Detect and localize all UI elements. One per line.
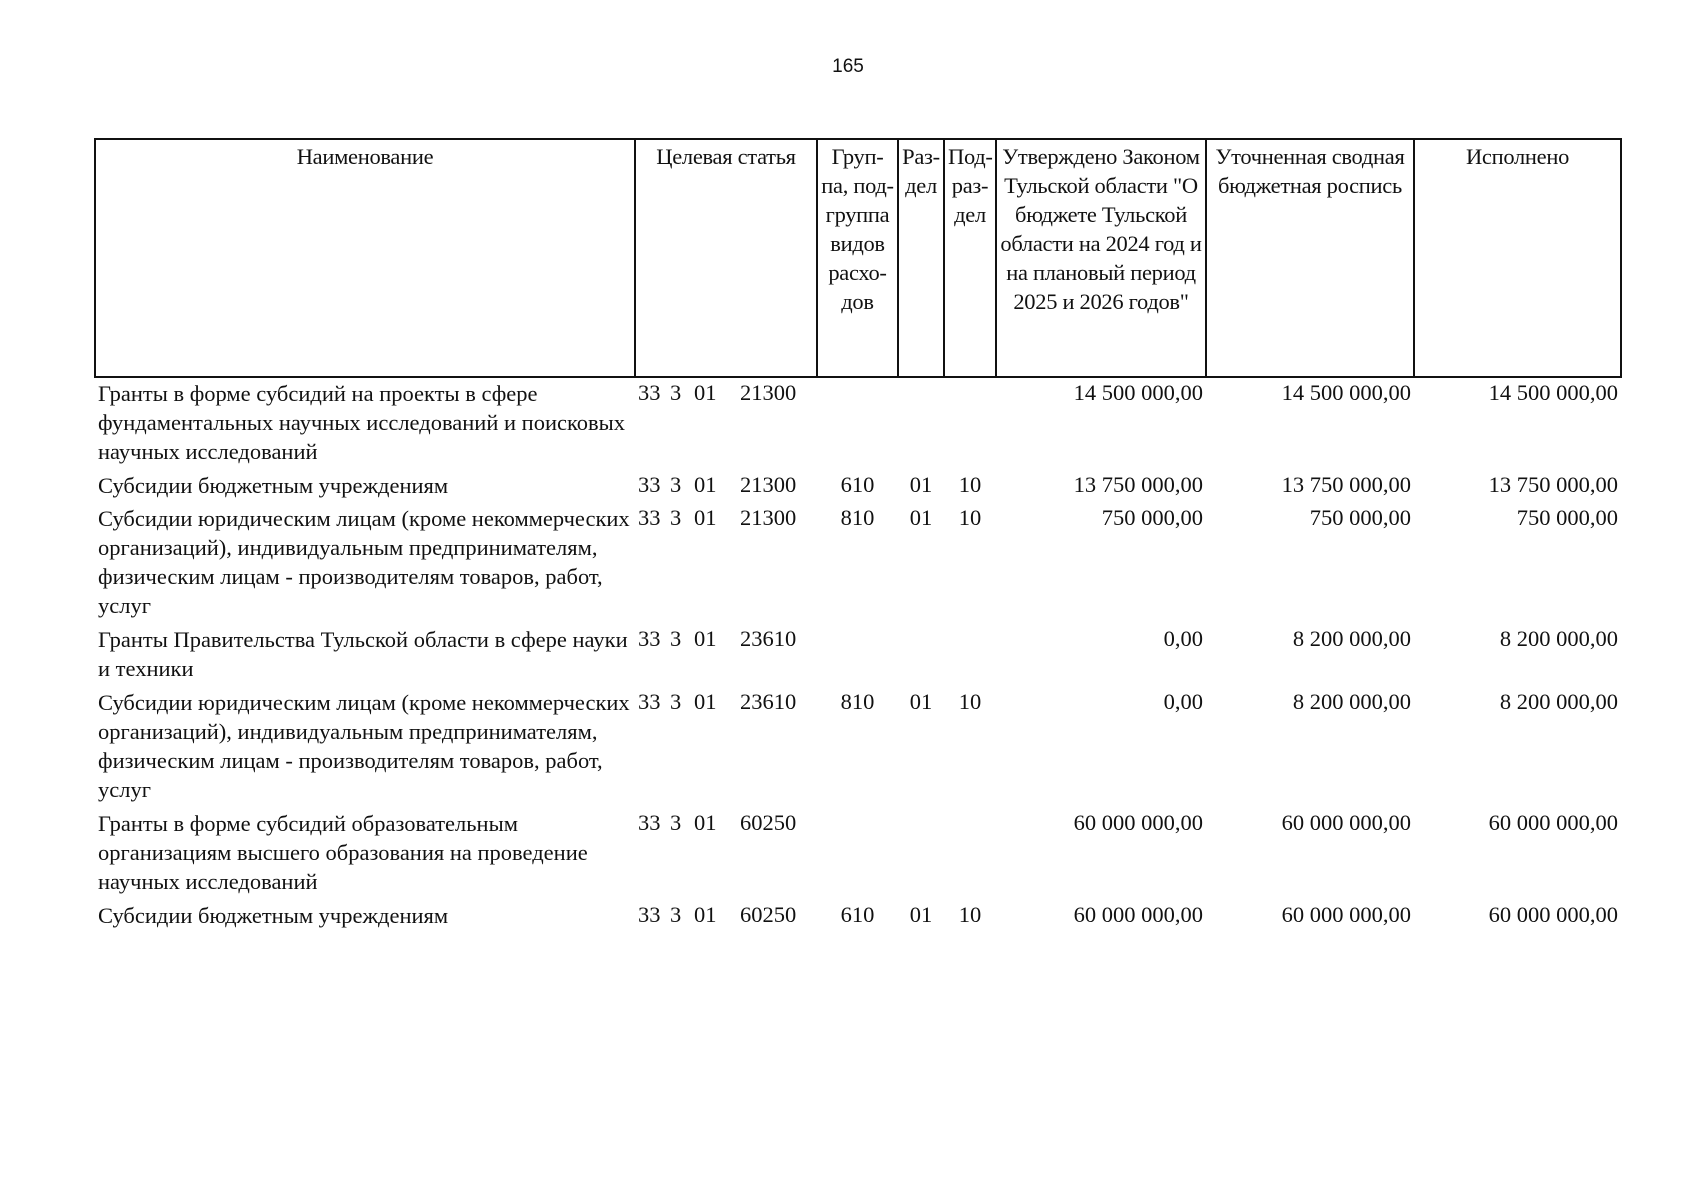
row-name: Субсидии юридическим лицам (кроме некоммерческих организаций), индивидуальным предпринимателям, физическим лицам - производителям товаров, работ, услуг: [98, 690, 630, 802]
article-code-part: 33: [638, 902, 661, 927]
article-code-part: 60250: [740, 902, 797, 927]
article-code-part: 33: [638, 626, 661, 651]
page-number: 165: [832, 56, 864, 77]
article-code-part: 01: [694, 380, 717, 405]
article-code-part: 21300: [740, 472, 797, 497]
article-code-part: 3: [670, 380, 682, 405]
row-expense-group: 810: [840, 505, 875, 530]
row-refined-budget: 750 000,00: [1309, 505, 1411, 530]
budget-table: [94, 138, 1622, 933]
row-subsection: [944, 808, 996, 900]
row-expense-group: [817, 377, 898, 470]
row-refined-budget: 60 000 000,00: [1281, 902, 1411, 927]
row-executed: 14 500 000,00: [1488, 380, 1618, 405]
header-approved: Утверждено Законом Тульской области "О бюджете Тульской области на 2024 год и на плановый период 2025 и 2026 годов": [996, 139, 1206, 377]
article-code-part: 23610: [740, 626, 797, 651]
row-executed: 750 000,00: [1516, 505, 1618, 530]
header-target-article: Целевая статья: [635, 139, 817, 377]
row-expense-group: 610: [840, 902, 875, 927]
row-target-article: [635, 377, 817, 470]
header-refined-budget: Уточненная сводная бюджетная роспись: [1206, 139, 1414, 377]
row-subsection: 10: [958, 902, 982, 927]
row-name: Субсидии бюджетным учреждениям: [98, 903, 449, 928]
row-subsection: [944, 377, 996, 470]
article-code-part: 3: [670, 626, 682, 651]
article-code-part: 23610: [740, 689, 797, 714]
row-section: 01: [909, 505, 933, 530]
article-code-part: 33: [638, 472, 661, 497]
row-approved: 0,00: [1163, 689, 1203, 714]
article-code-part: 01: [694, 505, 717, 530]
row-executed: 8 200 000,00: [1499, 626, 1618, 651]
row-approved: 60 000 000,00: [1073, 810, 1203, 835]
row-approved: 14 500 000,00: [1073, 380, 1203, 405]
header-expense-group: Груп-па, под-группа видов расхо-дов: [817, 139, 898, 377]
row-name: Субсидии юридическим лицам (кроме некоммерческих организаций), индивидуальным предпринимателям, физическим лицам - производителям товаров, работ, услуг: [98, 506, 630, 618]
row-target-article: [635, 808, 817, 900]
table-row: [95, 624, 1621, 687]
article-code-part: 21300: [740, 380, 797, 405]
table-row: [95, 503, 1621, 624]
article-code-part: 01: [694, 902, 717, 927]
row-approved: 13 750 000,00: [1073, 472, 1203, 497]
table-row: [95, 900, 1621, 933]
article-code-part: 3: [670, 810, 682, 835]
article-code-part: 33: [638, 505, 661, 530]
row-section: [898, 624, 944, 687]
table-header: [95, 139, 1621, 377]
row-target-article: [635, 624, 817, 687]
article-code-part: 01: [694, 626, 717, 651]
row-target-article: [635, 503, 817, 624]
article-code-part: 60250: [740, 810, 797, 835]
table-row: [95, 687, 1621, 808]
row-refined-budget: 8 200 000,00: [1292, 626, 1411, 651]
row-section: [898, 377, 944, 470]
header-name: Наименование: [95, 139, 635, 377]
row-approved: 750 000,00: [1101, 505, 1203, 530]
row-name: Гранты в форме субсидий образовательным организациям высшего образования на проведение научных исследований: [98, 811, 588, 894]
row-executed: 13 750 000,00: [1488, 472, 1618, 497]
row-subsection: 10: [958, 505, 982, 530]
row-expense-group: 810: [840, 689, 875, 714]
table-row: [95, 470, 1621, 503]
row-subsection: 10: [958, 472, 982, 497]
table-body: [95, 377, 1621, 933]
row-expense-group: 610: [840, 472, 875, 497]
row-executed: 60 000 000,00: [1488, 810, 1618, 835]
article-code-part: 3: [670, 472, 682, 497]
row-executed: 60 000 000,00: [1488, 902, 1618, 927]
header-subsection: Под-раз-дел: [944, 139, 996, 377]
row-section: [898, 808, 944, 900]
header-executed: Исполнено: [1414, 139, 1621, 377]
row-section: 01: [909, 472, 933, 497]
article-code-part: 33: [638, 810, 661, 835]
row-section: 01: [909, 689, 933, 714]
article-code-part: 01: [694, 810, 717, 835]
row-section: 01: [909, 902, 933, 927]
row-target-article: [635, 900, 817, 933]
article-code-part: 3: [670, 505, 682, 530]
table-row: [95, 377, 1621, 470]
article-code-part: 21300: [740, 505, 797, 530]
row-subsection: 10: [958, 689, 982, 714]
row-approved: 0,00: [1163, 626, 1203, 651]
row-name: Субсидии бюджетным учреждениям: [98, 473, 449, 498]
row-subsection: [944, 624, 996, 687]
row-expense-group: [817, 624, 898, 687]
article-code-part: 33: [638, 689, 661, 714]
row-executed: 8 200 000,00: [1499, 689, 1618, 714]
row-refined-budget: 8 200 000,00: [1292, 689, 1411, 714]
row-refined-budget: 14 500 000,00: [1281, 380, 1411, 405]
row-expense-group: [817, 808, 898, 900]
article-code-part: 3: [670, 902, 682, 927]
row-refined-budget: 13 750 000,00: [1281, 472, 1411, 497]
article-code-part: 33: [638, 380, 661, 405]
row-target-article: [635, 687, 817, 808]
table-row: [95, 808, 1621, 900]
row-name: Гранты Правительства Тульской области в сфере науки и техники: [98, 627, 628, 681]
row-name: Гранты в форме субсидий на проекты в сфере фундаментальных научных исследований и поисковых научных исследований: [98, 381, 626, 464]
article-code-part: 3: [670, 689, 682, 714]
article-code-part: 01: [694, 689, 717, 714]
row-approved: 60 000 000,00: [1073, 902, 1203, 927]
header-section: Раз-дел: [898, 139, 944, 377]
row-target-article: [635, 470, 817, 503]
row-refined-budget: 60 000 000,00: [1281, 810, 1411, 835]
article-code-part: 01: [694, 472, 717, 497]
